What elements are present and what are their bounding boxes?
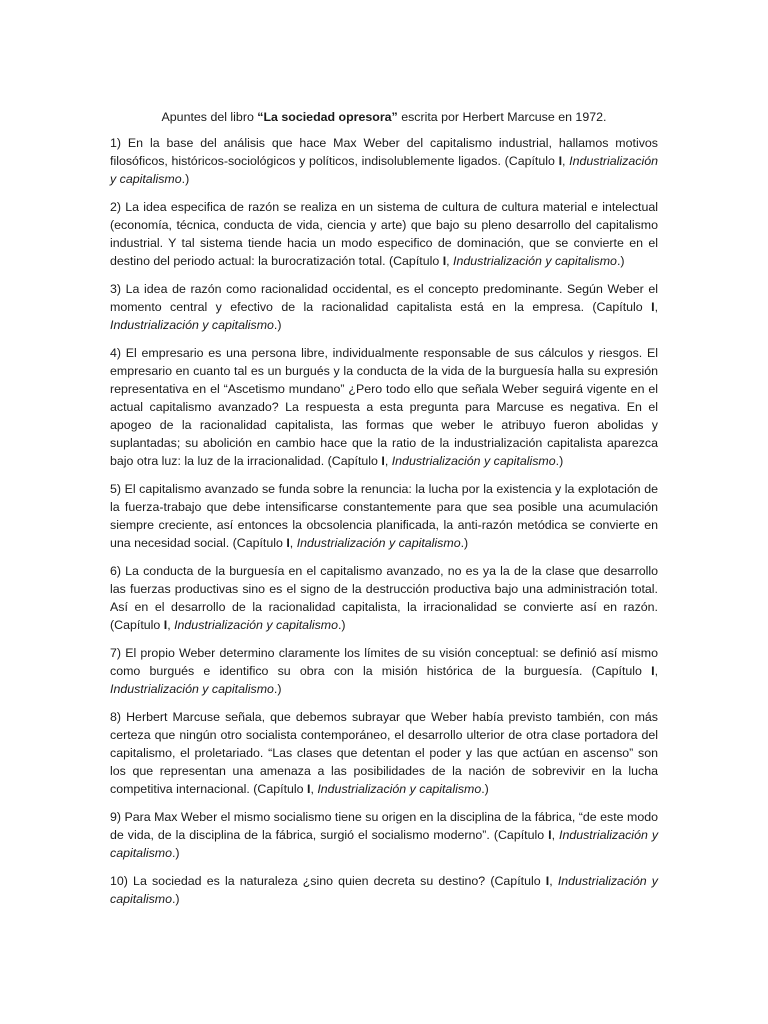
document-page [110, 108, 658, 918]
paragraph-text: 9) Para Max Weber el mismo socialismo tiene su origen en la disciplina de la fábrica, “de este modo de vida, de la disciplina de la fábrica, surgió el socialismo moderno”. ( [110, 810, 658, 842]
chapter-number: I [651, 664, 655, 678]
chapter-title: Industrialización y capitalismo [453, 254, 617, 268]
chapter-word: Capítulo [331, 454, 382, 468]
paragraph-text: 3) La idea de razón como racionalidad occidental, es el concepto predominante. Según Weber el momento central y efectivo de la racionalidad capitalista está en la empresa. ( [110, 282, 658, 314]
chapter-close: .) [555, 454, 564, 468]
chapter-number: I [651, 300, 655, 314]
title-suffix: escrita por Herbert Marcuse en 1972. [397, 110, 607, 124]
chapter-word: Capítulo [114, 618, 164, 632]
document-title [110, 108, 658, 126]
chapter-title: Industrialización y capitalismo [110, 154, 659, 186]
paragraph-9 [110, 808, 658, 862]
paragraph-text: 4) El empresario es una persona libre, individualmente responsable de sus cálculos y riesgos. El empresario en cuanto tal es un burgués y la conducta de la vida de la burguesía halla su expresión representativa en el “Ascetismo mundano” ¿Pero todo ello que señala Weber seguirá vigente en el actual capitalismo avanzado? La respuesta a esta pregunta para Marcuse es negativa. En el apogeo de la racionalidad capitalista, las formas que weber le atribuyo fueron abolidas y suplantadas; su abolición en cambio hace que la ratio de la industrialización capitalista aparezca bajo otra luz: la luz de la irracionalidad. ( [110, 346, 658, 468]
chapter-number: I [381, 454, 385, 468]
paragraph-list [110, 134, 658, 908]
chapter-separator: , [551, 828, 559, 842]
chapter-close: .) [181, 172, 190, 186]
chapter-number: I [545, 874, 550, 888]
paragraph-text: 10) La sociedad es la naturaleza ¿sino quien decreta su destino? ( [110, 874, 495, 888]
chapter-close: .) [481, 782, 489, 796]
paragraph-text: 6) La conducta de la burguesía en el capitalismo avanzado, no es ya la de la clase que desarrollo las fuerzas productivas sino es el signo de la destrucción productiva bajo una administración total. Así en el desarrollo de la racionalidad capitalista, la irracionalidad se convierte así en razón. ( [110, 564, 658, 632]
chapter-separator: , [310, 782, 318, 796]
chapter-number: I [442, 254, 447, 268]
chapter-word: Capítulo [497, 828, 549, 842]
chapter-close: .) [460, 536, 469, 550]
chapter-number: I [163, 618, 168, 632]
chapter-separator: , [384, 454, 392, 468]
paragraph-8 [110, 708, 658, 798]
chapter-title: Industrialización y capitalismo [174, 618, 338, 632]
chapter-title: Industrialización y capitalismo [110, 318, 274, 332]
paragraph-6 [110, 562, 658, 634]
chapter-title: Industrialización y capitalismo [391, 454, 556, 468]
book-title: “La sociedad opresora” [257, 110, 398, 124]
chapter-title: Industrialización y capitalismo [317, 782, 482, 796]
chapter-title: Industrialización y capitalismo [110, 874, 658, 906]
paragraph-7 [110, 644, 658, 698]
paragraph-text: 5) El capitalismo avanzado se funda sobre la renuncia: la lucha por la existencia y la explotación de la fuerza-trabajo que debe intensificarse constantemente para que sea posible una acumulación siempre creciente, así entonces la obcsolencia planificada, la anti-razón metódica se convierte en una necesidad social. ( [110, 482, 658, 550]
paragraph-text: 8) Herbert Marcuse señala, que debemos subrayar que Weber había previsto también, con más certeza que ningún otro socialista contemporáneo, el desarrollo ulterior de otra clase portadora del capitalismo, el proletariado. “Las clases que detentan el poder y las que actúan en ascenso” son los que representan una amenaza a las posibilidades de la nación de sobrevivir en la lucha competitiva internacional. ( [110, 710, 658, 796]
paragraph-1 [110, 134, 658, 188]
chapter-title: Industrialización y capitalismo [296, 536, 461, 550]
chapter-close: .) [171, 846, 180, 860]
paragraph-2 [110, 198, 658, 270]
chapter-separator: , [562, 154, 570, 168]
paragraph-text: 7) El propio Weber determino claramente los límites de su visión conceptual: se definió así mismo como burgués e identifico su obra con la misión histórica de la burguesía. ( [110, 646, 658, 678]
paragraph-text: 2) La idea especifica de razón se realiza en un sistema de cultura de cultura material e intelectual (economía, técnica, conducta de vida, ciencia y arte) que bajo su pleno desarrollo del capitalismo industrial. Y tal sistema tiende hacia un modo especifico de dominación, que se convierte en el destino del periodo actual: la burocratización total. ( [110, 200, 658, 268]
chapter-number: I [558, 154, 563, 168]
chapter-number: I [548, 828, 552, 842]
chapter-word: Capítulo [236, 536, 287, 550]
chapter-separator: , [654, 300, 659, 314]
chapter-number: I [306, 782, 311, 796]
chapter-title: Industrialización y capitalismo [110, 828, 659, 860]
paragraph-3 [110, 280, 658, 334]
chapter-word: Capítulo [595, 664, 652, 678]
chapter-separator: , [549, 874, 558, 888]
chapter-word: Capítulo [508, 154, 559, 168]
chapter-number: I [286, 536, 290, 550]
paragraph-4 [110, 344, 658, 470]
paragraph-10 [110, 872, 658, 908]
chapter-word: Capítulo [257, 782, 307, 796]
chapter-close: .) [273, 682, 282, 696]
chapter-separator: , [167, 618, 175, 632]
chapter-close: .) [337, 618, 346, 632]
chapter-close: .) [273, 318, 282, 332]
chapter-separator: , [446, 254, 454, 268]
paragraph-5 [110, 480, 658, 552]
chapter-close: .) [616, 254, 625, 268]
title-prefix: Apuntes del libro [161, 110, 258, 124]
chapter-word: Capítulo [494, 874, 546, 888]
chapter-title: Industrialización y capitalismo [110, 682, 274, 696]
chapter-close: .) [171, 892, 180, 906]
paragraph-text: 1) En la base del análisis que hace Max Weber del capitalismo industrial, hallamos motivos filosóficos, históricos-sociológicos y políticos, indisolublemente ligados. ( [110, 136, 658, 168]
chapter-word: Capítulo [596, 300, 652, 314]
chapter-separator: , [654, 664, 659, 678]
chapter-word: Capítulo [393, 254, 443, 268]
chapter-separator: , [289, 536, 297, 550]
